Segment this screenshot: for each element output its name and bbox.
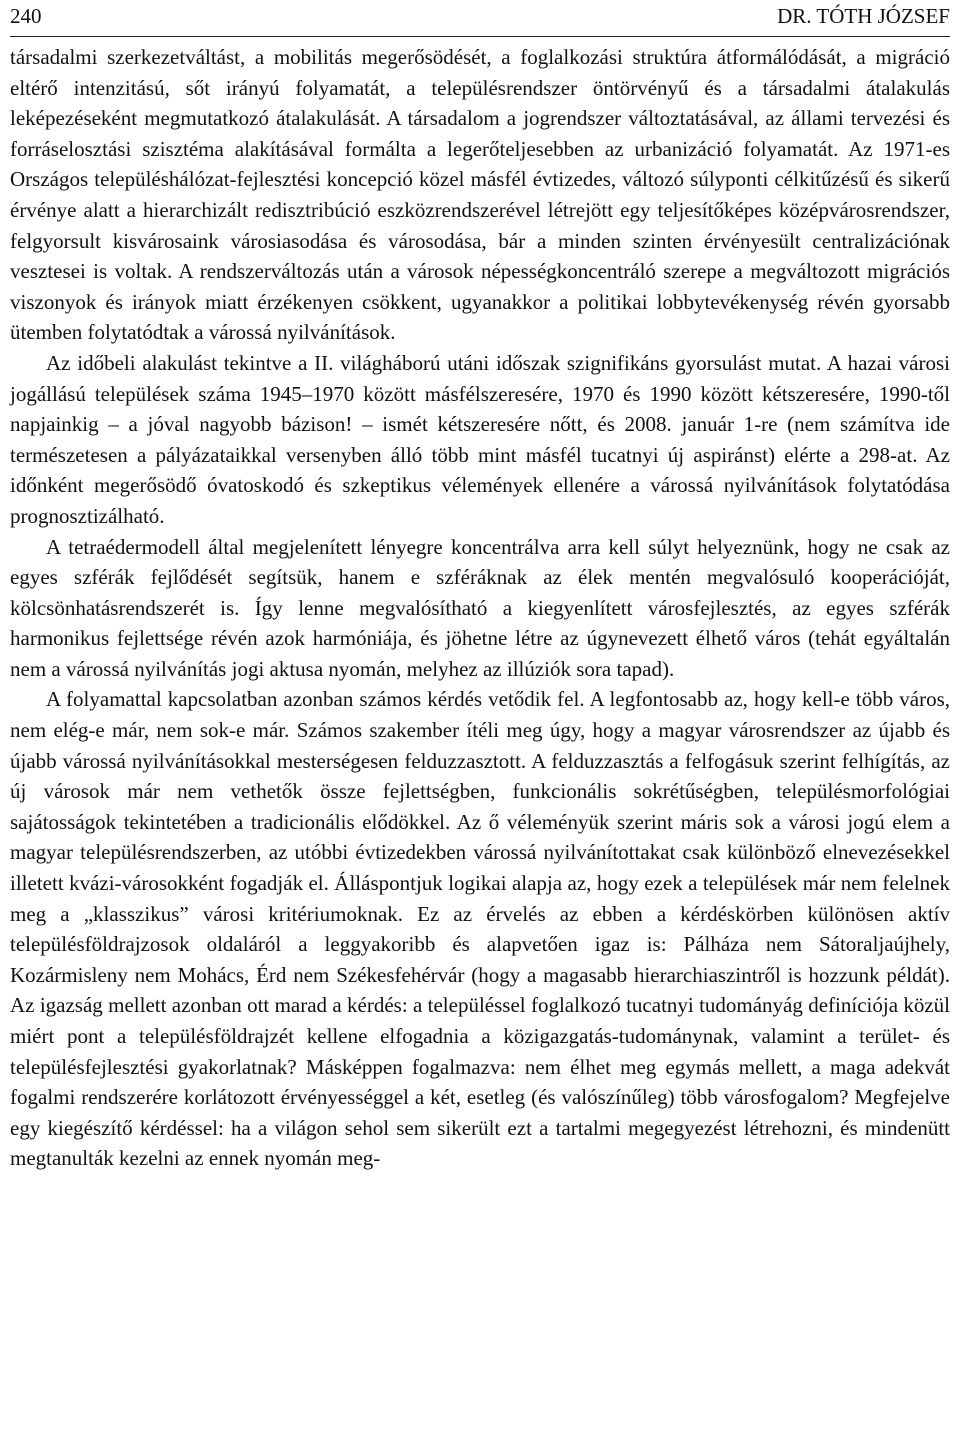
page-header (10, 0, 950, 37)
paragraph-continued: társadalmi szerkezetváltást, a mobilitás megerősödését, a foglalkozási struktúra átformálódását, a migráció eltérő intenzitású, sőt irányú folyamatát, a településrendszer öntörvényű és a társadalmi átalakulás leképezéseként megmutatkozó átalakulását. A társadalom a jogrendszer változtatásával, az állami tervezési és forráselosztási szisztéma alakításával formálta a legerőteljesebben az urbanizáció folyamatát. Az 1971-es Országos településhálózat-fejlesztési koncepció közel másfél évtizedes, változó súlyponti célkitűzésű és sikerű érvénye alatt a hierarchizált redisztribúció eszközrendszerével létrejött egy teljesítőképes középvárosrendszer, felgyorsult kisvárosaink városiasodása és városodása, bár a minden szinten érvényesült centralizációnak vesztesei is voltak. A rendszerváltozás után a városok népességkoncentráló szerepe a megváltozott migrációs viszonyok és irányok miatt érzékenyen csökkent, ugyanakkor a politikai lobbytevékenység révén gyorsabb ütemben folytatódtak a várossá nyilvánítások. (10, 45, 950, 345)
paragraph: Az időbeli alakulást tekintve a II. világháború utáni időszak szignifikáns gyorsulást mutat. A hazai városi jogállású települések száma 1945–1970 között másfélszeresére, 1970 és 1990 között kétszeresére, 1990-től napjainkig – a jóval nagyobb bázison! – ismét kétszeresére nőtt, és 2008. január 1-re (nem számítva ide természetesen a pályázataikkal versenyben álló több mint másfél tucatnyi új aspiránst) elérte a 298-at. Az időnként megerősödő óvatoskodó és szkeptikus vélemények ellenére a várossá nyilvánítások folytatódása prognosztizálható. (10, 350, 950, 528)
paragraph: A tetraédermodell által megjelenített lényegre koncentrálva arra kell súlyt helyeznünk, hogy ne csak az egyes szférák fejlődését segítsük, hanem e szféráknak az élek mentén megvalósuló kooperációját, kölcsönhatásrendszerét is. Így lenne megvalósítható a kiegyenlített városfejlesztés, az egyes szférák harmonikus fejlettsége révén azok harmóniája, és jöhetne létre az úgynevezett élhető város (tehát egyáltalán nem a várossá nyilvánítás jogi aktusa nyomán, melyhez az illúziók sora tapad). (10, 534, 950, 681)
body-text (10, 42, 950, 1174)
running-head: DR. TÓTH JÓZSEF (777, 4, 950, 28)
page-number: 240 (10, 4, 42, 28)
paragraph: A folyamattal kapcsolatban azonban számos kérdés vetődik fel. A legfontosabb az, hogy kell-e több város, nem elég-e már, nem sok-e már. Számos szakember ítéli meg úgy, hogy a magyar városrendszer az újabb és újabb várossá nyilvánításokkal mesterségesen felduzzasztott. A felduzzasztás a felfogásuk szerint felhígítás, az új városok már nem vethetők össze fejlettségben, funkcionális sokrétűségben, településmorfológiai sajátosságok tekintetében a tradicionális elődökkel. Az ő véleményük szerint máris sok a városi jogú elem a magyar településrendszerben, az utóbbi évtizedekben várossá nyilvánítottakat csak különböző elnevezésekkel illetett kvázi-városokként fogadják el. Álláspontjuk logikai alapja az, hogy ezek a települések már nem felelnek meg a „klasszikus” városi kritériumoknak. Ez az érvelés az ebben a kérdéskörben különösen aktív településföldrajzosok oldaláról a leggyakoribb és alapvetően igaz is: Pálháza nem Sátoraljaújhely, Kozármisleny nem Mohács, Érd nem Székesfehérvár (hogy a magasabb hierarchiaszintről is hozzunk példát). Az igazság mellett azonban ott marad a kérdés: a településsel foglalkozó tucatnyi tudományág definíciója közül miért pont a településföldrajzét kellene elfogadnia a közigazgatás-tudománynak, valamint a terület- és településfejlesztési gyakorlatnak? Másképpen fogalmazva: nem élhet meg egymás mellett, a maga adekvát fogalmi rendszerére korlátozott érvényességgel a két, esetleg (és valószínűleg) több városfogalom? Megfejelve egy kiegészítő kérdéssel: ha a világon sehol sem sikerült ezt a tartalmi megegyezést létrehozni, és mindenütt megtanulták kezelni az ennek nyomán meg- (10, 687, 950, 1171)
